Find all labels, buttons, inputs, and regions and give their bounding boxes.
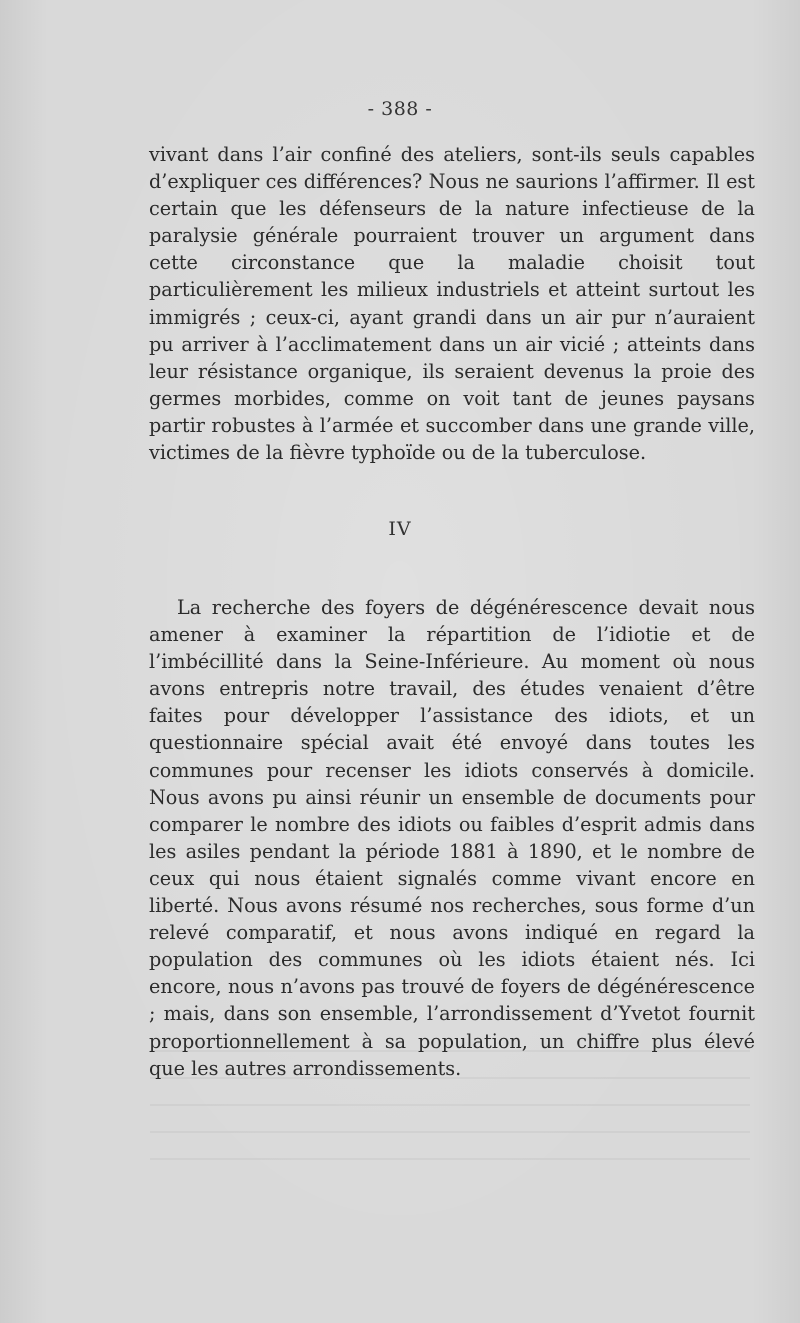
show-through-texture — [150, 1030, 750, 1160]
page-number: - 388 - — [367, 98, 433, 120]
paragraph-text: La recherche des foyers de dégénérescence devait nous amener à examiner la répartition de l’idiotie et de l’imbécillité dans la Seine-Inférieure. Au moment où nous avons entrepris notre travail, des études venaient d’être faites pour développer l’assistance des idiots, et un questionnaire spécial avait été envoyé dans toutes les communes pour recenser les idiots conservés à domicile. Nous avons pu ainsi réunir un ensemble de documents pour comparer le nombre des idiots ou faibles d’esprit admis dans les asiles pendant la période 1881 à 1890, et le nombre de ceux qui nous étaient signalés comme vivant encore en liberté. Nous avons résumé nos recherches, sous forme d’un relevé comparatif, et nous avons indiqué en regard la population des communes où les idiots étaient nés. Ici encore, nous n’avons pas trouvé de foyers de dégénérescence ; mais, dans son ensemble, l’arrondissement d’Yvetot fournit proportionnellement à sa population, un chiffre plus élevé que les autres arrondissements. — [149, 596, 755, 1080]
paragraph-continued — [149, 141, 755, 466]
paragraph-text: vivant dans l’air confiné des ateliers, sont-ils seuls capables d’expliquer ces différences? Nous ne saurions l’affirmer. Il est certain que les défenseurs de la nature infectieuse de la paralysie générale pourraient trouver un argument dans cette circonstance que la maladie choisit tout particulièrement les milieux industriels et atteint surtout les immigrés ; ceux-ci, ayant grandi dans un air pur n’auraient pu arriver à l’acclimatement dans un air vicié ; atteints dans leur résistance organique, ils seraient devenus la proie des germes morbides, comme on voit tant de jeunes paysans partir robustes à l’armée et succomber dans une grande ville, victimes de la fièvre typhoïde ou de la tuberculose. — [149, 143, 755, 465]
section-heading: IV — [388, 518, 412, 540]
paragraph-section-iv — [149, 594, 755, 1082]
